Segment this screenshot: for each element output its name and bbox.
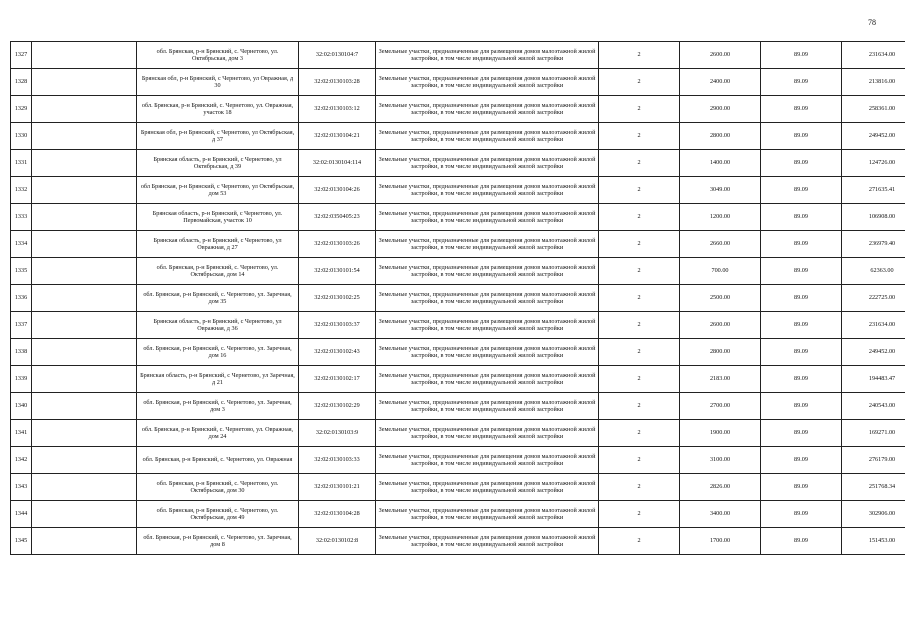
empty-cell (32, 393, 137, 420)
address-cell: обл. Брянская, р-н Брянский, с. Чернетово, ул. Октябрьская, дом 3 (137, 42, 299, 69)
rate-cell: 89.09 (761, 528, 842, 555)
row-number-cell: 1344 (11, 501, 32, 528)
table-row (11, 123, 905, 150)
row-number-cell: 1331 (11, 150, 32, 177)
cadastral-number-cell: 32:02:0130103:28 (299, 69, 376, 96)
row-number-cell: 1329 (11, 96, 32, 123)
area-cell: 2800.00 (680, 339, 761, 366)
table-row (11, 42, 905, 69)
row-number-cell: 1334 (11, 231, 32, 258)
land-use-purpose-cell: Земельные участки, предназначенные для размещения домов малоэтажной жилой застройки, в том числе индивидуальной жилой застройки (376, 393, 599, 420)
land-use-purpose-cell: Земельные участки, предназначенные для размещения домов малоэтажной жилой застройки, в том числе индивидуальной жилой застройки (376, 96, 599, 123)
area-cell: 1700.00 (680, 528, 761, 555)
cadastral-number-cell: 32:02:0130104:28 (299, 501, 376, 528)
category-cell: 2 (599, 501, 680, 528)
address-cell: Брянская область, р-н Брянский, с Чернетово, ул Овражная, д 36 (137, 312, 299, 339)
cadastral-value-cell: 249452.00 (842, 339, 905, 366)
area-cell: 2800.00 (680, 123, 761, 150)
cadastral-number-cell: 32:02:0130103:12 (299, 96, 376, 123)
cadastral-value-cell: 231634.00 (842, 312, 905, 339)
land-use-purpose-cell: Земельные участки, предназначенные для размещения домов малоэтажной жилой застройки, в том числе индивидуальной жилой застройки (376, 501, 599, 528)
table-row (11, 150, 905, 177)
land-use-purpose-cell: Земельные участки, предназначенные для размещения домов малоэтажной жилой застройки, в том числе индивидуальной жилой застройки (376, 312, 599, 339)
rate-cell: 89.09 (761, 96, 842, 123)
table-row (11, 285, 905, 312)
category-cell: 2 (599, 285, 680, 312)
area-cell: 2900.00 (680, 96, 761, 123)
land-use-purpose-cell: Земельные участки, предназначенные для размещения домов малоэтажной жилой застройки, в том числе индивидуальной жилой застройки (376, 150, 599, 177)
table-row (11, 501, 905, 528)
table-row (11, 204, 905, 231)
rate-cell: 89.09 (761, 447, 842, 474)
category-cell: 2 (599, 528, 680, 555)
rate-cell: 89.09 (761, 474, 842, 501)
cadastral-value-cell: 258361.00 (842, 96, 905, 123)
cadastral-value-cell: 240543.00 (842, 393, 905, 420)
row-number-cell: 1335 (11, 258, 32, 285)
land-use-purpose-cell: Земельные участки, предназначенные для размещения домов малоэтажной жилой застройки, в том числе индивидуальной жилой застройки (376, 474, 599, 501)
area-cell: 2826.00 (680, 474, 761, 501)
rate-cell: 89.09 (761, 339, 842, 366)
land-use-purpose-cell: Земельные участки, предназначенные для размещения домов малоэтажной жилой застройки, в том числе индивидуальной жилой застройки (376, 420, 599, 447)
table-row (11, 312, 905, 339)
land-use-purpose-cell: Земельные участки, предназначенные для размещения домов малоэтажной жилой застройки, в том числе индивидуальной жилой застройки (376, 528, 599, 555)
row-number-cell: 1327 (11, 42, 32, 69)
address-cell: Брянская область, р-н Брянский, с Чернетово, ул. Первомайская, участок 10 (137, 204, 299, 231)
table-row (11, 393, 905, 420)
rate-cell: 89.09 (761, 312, 842, 339)
category-cell: 2 (599, 420, 680, 447)
empty-cell (32, 123, 137, 150)
address-cell: обл. Брянская, р-н Брянский, с. Чернетово, ул. Октябрьская, дом 14 (137, 258, 299, 285)
table-body (11, 42, 905, 555)
empty-cell (32, 150, 137, 177)
address-cell: Брянская область, р-н Брянский, с Чернетово, ул Октябрьская, д 39 (137, 150, 299, 177)
rate-cell: 89.09 (761, 123, 842, 150)
cadastral-number-cell: 32:02:0130104:114 (299, 150, 376, 177)
cadastral-number-cell: 32:02:0130103:9 (299, 420, 376, 447)
table-row (11, 69, 905, 96)
rate-cell: 89.09 (761, 150, 842, 177)
table-row (11, 177, 905, 204)
empty-cell (32, 312, 137, 339)
row-number-cell: 1339 (11, 366, 32, 393)
land-use-purpose-cell: Земельные участки, предназначенные для размещения домов малоэтажной жилой застройки, в том числе индивидуальной жилой застройки (376, 339, 599, 366)
empty-cell (32, 204, 137, 231)
cadastral-number-cell: 32:02:0130102:17 (299, 366, 376, 393)
category-cell: 2 (599, 339, 680, 366)
category-cell: 2 (599, 474, 680, 501)
cadastral-number-cell: 32:02:0130103:26 (299, 231, 376, 258)
area-cell: 1200.00 (680, 204, 761, 231)
cadastral-value-cell: 213816.00 (842, 69, 905, 96)
empty-cell (32, 474, 137, 501)
cadastral-value-cell: 249452.00 (842, 123, 905, 150)
rate-cell: 89.09 (761, 69, 842, 96)
land-use-purpose-cell: Земельные участки, предназначенные для размещения домов малоэтажной жилой застройки, в том числе индивидуальной жилой застройки (376, 231, 599, 258)
area-cell: 2600.00 (680, 312, 761, 339)
category-cell: 2 (599, 204, 680, 231)
rate-cell: 89.09 (761, 258, 842, 285)
land-use-purpose-cell: Земельные участки, предназначенные для размещения домов малоэтажной жилой застройки, в том числе индивидуальной жилой застройки (376, 123, 599, 150)
table-row (11, 474, 905, 501)
address-cell: Брянская область, р-н Брянский, с Чернетово, ул Овражная, д 27 (137, 231, 299, 258)
empty-cell (32, 447, 137, 474)
cadastral-number-cell: 32:02:0130101:54 (299, 258, 376, 285)
empty-cell (32, 42, 137, 69)
table-row (11, 258, 905, 285)
rate-cell: 89.09 (761, 501, 842, 528)
rate-cell: 89.09 (761, 285, 842, 312)
cadastral-number-cell: 32:02:0130104:26 (299, 177, 376, 204)
cadastral-value-cell: 62363.00 (842, 258, 905, 285)
cadastral-value-cell: 276179.00 (842, 447, 905, 474)
row-number-cell: 1333 (11, 204, 32, 231)
cadastral-value-cell: 271635.41 (842, 177, 905, 204)
table-row (11, 447, 905, 474)
address-cell: Брянская обл, р-н Брянский, с Чернетово, ул Октябрьская, д 37 (137, 123, 299, 150)
address-cell: обл. Брянская, р-н Брянский, с. Чернетово, ул. Октябрьская, дом 30 (137, 474, 299, 501)
area-cell: 2660.00 (680, 231, 761, 258)
land-use-purpose-cell: Земельные участки, предназначенные для размещения домов малоэтажной жилой застройки, в том числе индивидуальной жилой застройки (376, 42, 599, 69)
area-cell: 1900.00 (680, 420, 761, 447)
empty-cell (32, 420, 137, 447)
land-use-purpose-cell: Земельные участки, предназначенные для размещения домов малоэтажной жилой застройки, в том числе индивидуальной жилой застройки (376, 69, 599, 96)
row-number-cell: 1341 (11, 420, 32, 447)
table-row (11, 96, 905, 123)
rate-cell: 89.09 (761, 366, 842, 393)
cadastral-value-cell: 302906.00 (842, 501, 905, 528)
empty-cell (32, 501, 137, 528)
rate-cell: 89.09 (761, 177, 842, 204)
land-use-purpose-cell: Земельные участки, предназначенные для размещения домов малоэтажной жилой застройки, в том числе индивидуальной жилой застройки (376, 366, 599, 393)
empty-cell (32, 339, 137, 366)
category-cell: 2 (599, 258, 680, 285)
category-cell: 2 (599, 447, 680, 474)
empty-cell (32, 69, 137, 96)
rate-cell: 89.09 (761, 420, 842, 447)
address-cell: обл. Брянская, р-н Брянский, с. Чернетово, ул. Заречная, дом 8 (137, 528, 299, 555)
category-cell: 2 (599, 177, 680, 204)
address-cell: Брянская область, р-н Брянский, с Чернетово, ул Заречная, д 21 (137, 366, 299, 393)
address-cell: обл. Брянская, р-н Брянский, с. Чернетово, ул. Заречная, дом 16 (137, 339, 299, 366)
table-row (11, 366, 905, 393)
category-cell: 2 (599, 96, 680, 123)
cadastral-number-cell: 32:02:0130102:43 (299, 339, 376, 366)
page-number: 78 (868, 18, 876, 27)
address-cell: обл. Брянская, р-н Брянский, с. Чернетово, ул. Заречная, дом 35 (137, 285, 299, 312)
empty-cell (32, 177, 137, 204)
cadastral-number-cell: 32:02:0130101:21 (299, 474, 376, 501)
area-cell: 2500.00 (680, 285, 761, 312)
category-cell: 2 (599, 366, 680, 393)
category-cell: 2 (599, 123, 680, 150)
empty-cell (32, 258, 137, 285)
row-number-cell: 1340 (11, 393, 32, 420)
table-row (11, 231, 905, 258)
cadastral-number-cell: 32:02:0350405:23 (299, 204, 376, 231)
row-number-cell: 1330 (11, 123, 32, 150)
row-number-cell: 1345 (11, 528, 32, 555)
address-cell: обл. Брянская, р-н Брянский, с. Чернетово, ул. Овражная, участок 18 (137, 96, 299, 123)
address-cell: обл. Брянская, р-н Брянский, с. Чернетово, ул. Октябрьская, дом 49 (137, 501, 299, 528)
area-cell: 3049.00 (680, 177, 761, 204)
cadastral-number-cell: 32:02:0130103:37 (299, 312, 376, 339)
address-cell: обл. Брянская, р-н Брянский, с. Чернетово, ул. Овражная, дом 24 (137, 420, 299, 447)
cadastral-value-cell: 151453.00 (842, 528, 905, 555)
area-cell: 1400.00 (680, 150, 761, 177)
row-number-cell: 1343 (11, 474, 32, 501)
row-number-cell: 1336 (11, 285, 32, 312)
land-use-purpose-cell: Земельные участки, предназначенные для размещения домов малоэтажной жилой застройки, в том числе индивидуальной жилой застройки (376, 258, 599, 285)
row-number-cell: 1328 (11, 69, 32, 96)
category-cell: 2 (599, 150, 680, 177)
category-cell: 2 (599, 312, 680, 339)
cadastral-number-cell: 32:02:0130102:8 (299, 528, 376, 555)
table-row (11, 528, 905, 555)
empty-cell (32, 231, 137, 258)
cadastral-number-cell: 32:02:0130102:25 (299, 285, 376, 312)
cadastral-number-cell: 32:02:0130103:33 (299, 447, 376, 474)
cadastral-value-cell: 231634.00 (842, 42, 905, 69)
cadastral-value-cell: 236979.40 (842, 231, 905, 258)
empty-cell (32, 528, 137, 555)
empty-cell (32, 96, 137, 123)
rate-cell: 89.09 (761, 393, 842, 420)
category-cell: 2 (599, 231, 680, 258)
category-cell: 2 (599, 393, 680, 420)
cadastral-value-cell: 124726.00 (842, 150, 905, 177)
area-cell: 2600.00 (680, 42, 761, 69)
address-cell: обл. Брянская, р-н Брянский, с. Чернетово, ул. Овражная (137, 447, 299, 474)
cadastral-value-cell: 169271.00 (842, 420, 905, 447)
rate-cell: 89.09 (761, 231, 842, 258)
area-cell: 2400.00 (680, 69, 761, 96)
area-cell: 2183.00 (680, 366, 761, 393)
land-use-purpose-cell: Земельные участки, предназначенные для размещения домов малоэтажной жилой застройки, в том числе индивидуальной жилой застройки (376, 177, 599, 204)
category-cell: 2 (599, 69, 680, 96)
cadastral-value-cell: 222725.00 (842, 285, 905, 312)
cadastral-number-cell: 32:02:0130104:7 (299, 42, 376, 69)
address-cell: Брянская обл, р-н Брянский, с Чернетово, ул Овражная, д 30 (137, 69, 299, 96)
land-use-purpose-cell: Земельные участки, предназначенные для размещения домов малоэтажной жилой застройки, в том числе индивидуальной жилой застройки (376, 447, 599, 474)
row-number-cell: 1342 (11, 447, 32, 474)
row-number-cell: 1337 (11, 312, 32, 339)
row-number-cell: 1338 (11, 339, 32, 366)
address-cell: обл. Брянская, р-н Брянский, с. Чернетово, ул. Заречная, дом 3 (137, 393, 299, 420)
cadastral-value-cell: 106908.00 (842, 204, 905, 231)
empty-cell (32, 285, 137, 312)
category-cell: 2 (599, 42, 680, 69)
cadastral-value-cell: 251768.34 (842, 474, 905, 501)
land-use-purpose-cell: Земельные участки, предназначенные для размещения домов малоэтажной жилой застройки, в том числе индивидуальной жилой застройки (376, 285, 599, 312)
table-row (11, 420, 905, 447)
area-cell: 3100.00 (680, 447, 761, 474)
cadastral-value-cell: 194483.47 (842, 366, 905, 393)
area-cell: 2700.00 (680, 393, 761, 420)
rate-cell: 89.09 (761, 42, 842, 69)
rate-cell: 89.09 (761, 204, 842, 231)
table-row (11, 339, 905, 366)
row-number-cell: 1332 (11, 177, 32, 204)
area-cell: 700.00 (680, 258, 761, 285)
empty-cell (32, 366, 137, 393)
land-use-purpose-cell: Земельные участки, предназначенные для размещения домов малоэтажной жилой застройки, в том числе индивидуальной жилой застройки (376, 204, 599, 231)
area-cell: 3400.00 (680, 501, 761, 528)
cadastral-number-cell: 32:02:0130102:29 (299, 393, 376, 420)
address-cell: обл Брянская, р-н Брянский, с Чернетово, ул Октябрьская, дом 53 (137, 177, 299, 204)
land-plot-table (10, 41, 905, 555)
cadastral-number-cell: 32:02:0130104:21 (299, 123, 376, 150)
